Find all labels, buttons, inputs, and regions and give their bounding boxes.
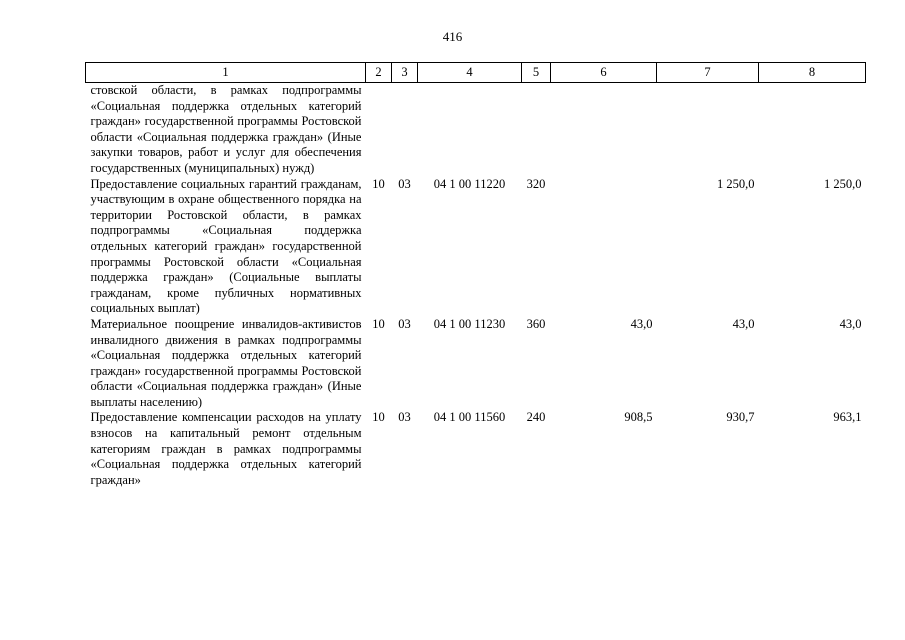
column-header-3: 3: [392, 63, 418, 83]
row-expense-type-code: 320: [526, 176, 546, 191]
row-subsection-code: 03: [398, 316, 411, 331]
row-target-article-code: 04 1 00 11560: [433, 410, 506, 425]
row-subsection-code: [392, 83, 418, 177]
row-description: Материальное поощрение инвалидов-активистов инвалидного движения в рамках подпрограммы «Социальная поддержка отдельных категорий граждан» государственной программы Ростовской области «Социальная поддержка граждан» (Иные выплаты населению): [90, 316, 362, 409]
row-description: Предоставление компенсации расходов на уплату взносов на капитальный ремонт отдельным категориям граждан в рамках подпрограммы «Социальная поддержка отдельных категорий граждан»: [90, 410, 362, 487]
row-section-code: [366, 83, 392, 177]
table-row: [86, 177, 866, 317]
row-amount-year-3: 963,1: [833, 410, 862, 425]
row-amount-year-1: [551, 83, 657, 177]
row-amount-year-3: 1 250,0: [824, 176, 862, 191]
row-target-article-code: 04 1 00 11220: [433, 176, 506, 191]
row-target-article-code: 04 1 00 11230: [433, 316, 506, 331]
table-row: [86, 410, 866, 488]
column-header-2: 2: [366, 63, 392, 83]
row-amount-year-3: [759, 83, 866, 177]
row-amount-year-1: [551, 177, 657, 317]
row-amount-year-3: 43,0: [839, 316, 862, 331]
row-expense-type-code: 360: [526, 316, 546, 331]
table-header-row: [86, 63, 866, 83]
row-amount-year-2: [657, 83, 759, 177]
row-subsection-code: 03: [398, 176, 411, 191]
row-target-article-code: [418, 83, 522, 177]
column-header-8: 8: [759, 63, 866, 83]
column-header-6: 6: [551, 63, 657, 83]
page-number: 416: [442, 29, 463, 44]
column-header-7: 7: [657, 63, 759, 83]
table-row: [86, 317, 866, 411]
row-amount-year-2: 1 250,0: [717, 176, 755, 191]
column-header-5: 5: [522, 63, 551, 83]
row-section-code: 10: [372, 410, 385, 425]
column-header-4: 4: [418, 63, 522, 83]
row-description: стовской области, в рамках подпрограммы «Социальная поддержка отдельных категорий граждан» государственной программы Ростовской области «Социальная поддержка граждан» (Иные закупки товаров, работ и услуг для обеспечения государственных (муниципальных) нужд): [90, 83, 362, 175]
row-amount-year-1: 43,0: [630, 316, 653, 331]
row-subsection-code: 03: [398, 410, 411, 425]
budget-table: [85, 62, 866, 488]
row-section-code: 10: [372, 316, 385, 331]
row-expense-type-code: [522, 83, 551, 177]
column-header-1: 1: [86, 63, 366, 83]
row-section-code: 10: [372, 176, 385, 191]
table-row: [86, 83, 866, 177]
row-amount-year-1: 908,5: [624, 410, 653, 425]
row-description: Предоставление социальных гарантий гражданам, участвующим в охране общественного порядка на территории Ростовской области, в рамках подпрограммы «Социальная поддержка отдельных категорий граждан» государственной программы Ростовской области «Социальная поддержка граждан» (Социальные выплаты гражданам, кроме публичных нормативных социальных выплат): [90, 176, 362, 316]
row-expense-type-code: 240: [526, 410, 546, 425]
row-amount-year-2: 43,0: [732, 316, 755, 331]
row-amount-year-2: 930,7: [726, 410, 755, 425]
